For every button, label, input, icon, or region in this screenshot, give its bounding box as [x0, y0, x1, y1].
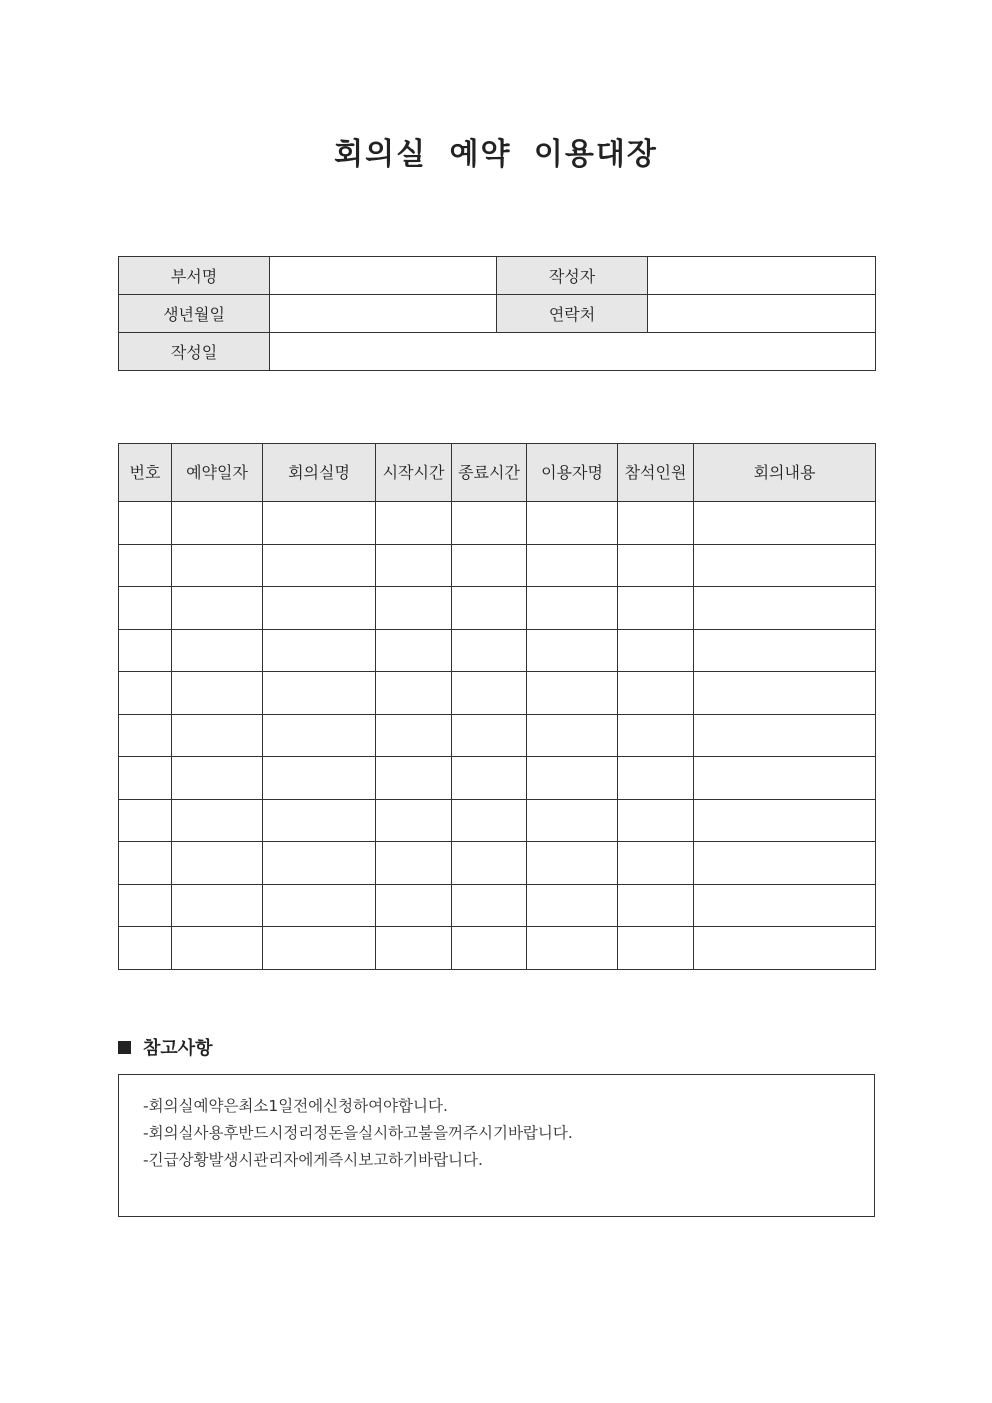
table-cell[interactable]: [452, 672, 527, 715]
contact-value[interactable]: [648, 295, 876, 333]
table-cell[interactable]: [527, 799, 618, 842]
table-cell[interactable]: [694, 587, 876, 630]
table-row: [119, 544, 876, 587]
table-row: [119, 842, 876, 885]
table-cell[interactable]: [172, 842, 263, 885]
table-row: [119, 629, 876, 672]
table-cell[interactable]: [119, 502, 172, 545]
table-cell[interactable]: [694, 502, 876, 545]
table-cell[interactable]: [618, 842, 694, 885]
document-title: 회의실 예약 이용대장: [334, 137, 658, 172]
table-cell[interactable]: [172, 629, 263, 672]
table-cell[interactable]: [119, 927, 172, 970]
table-cell[interactable]: [119, 714, 172, 757]
table-cell[interactable]: [119, 884, 172, 927]
table-cell[interactable]: [376, 544, 452, 587]
table-cell[interactable]: [376, 629, 452, 672]
table-cell[interactable]: [119, 544, 172, 587]
table-cell[interactable]: [263, 842, 376, 885]
table-cell[interactable]: [263, 629, 376, 672]
table-cell[interactable]: [376, 757, 452, 800]
table-cell[interactable]: [694, 544, 876, 587]
table-cell[interactable]: [618, 927, 694, 970]
table-cell[interactable]: [172, 714, 263, 757]
table-cell[interactable]: [376, 842, 452, 885]
table-row: [119, 757, 876, 800]
table-cell[interactable]: [694, 842, 876, 885]
table-cell[interactable]: [452, 757, 527, 800]
table-cell[interactable]: [263, 884, 376, 927]
table-cell[interactable]: [527, 842, 618, 885]
table-cell[interactable]: [618, 884, 694, 927]
table-cell[interactable]: [263, 502, 376, 545]
table-cell[interactable]: [527, 629, 618, 672]
table-cell[interactable]: [376, 587, 452, 630]
table-cell[interactable]: [376, 799, 452, 842]
table-cell[interactable]: [618, 714, 694, 757]
table-cell[interactable]: [694, 757, 876, 800]
table-row: [119, 587, 876, 630]
table-cell[interactable]: [694, 799, 876, 842]
table-cell[interactable]: [527, 587, 618, 630]
table-cell[interactable]: [263, 927, 376, 970]
table-cell[interactable]: [527, 502, 618, 545]
table-cell[interactable]: [694, 629, 876, 672]
table-cell[interactable]: [119, 587, 172, 630]
table-cell[interactable]: [618, 544, 694, 587]
table-row: [119, 799, 876, 842]
table-cell[interactable]: [263, 799, 376, 842]
table-row: [119, 502, 876, 545]
table-cell[interactable]: [452, 842, 527, 885]
table-cell[interactable]: [263, 757, 376, 800]
table-cell[interactable]: [452, 544, 527, 587]
table-cell[interactable]: [172, 884, 263, 927]
table-cell[interactable]: [694, 884, 876, 927]
table-cell[interactable]: [618, 757, 694, 800]
table-cell[interactable]: [452, 799, 527, 842]
birth-label: 생년월일: [119, 295, 270, 333]
table-cell[interactable]: [172, 544, 263, 587]
notes-heading-text: 참고사항: [143, 1038, 213, 1059]
table-cell[interactable]: [119, 799, 172, 842]
table-cell[interactable]: [119, 672, 172, 715]
notes-heading: [118, 1035, 213, 1063]
note-item: -회의실사용후반드시정리정돈을실시하고불을꺼주시기바랍니다.: [143, 1124, 573, 1142]
table-cell[interactable]: [452, 629, 527, 672]
table-cell[interactable]: [172, 799, 263, 842]
table-cell[interactable]: [263, 714, 376, 757]
table-cell[interactable]: [452, 884, 527, 927]
table-cell[interactable]: [618, 502, 694, 545]
table-cell[interactable]: [376, 714, 452, 757]
table-cell[interactable]: [527, 714, 618, 757]
date-label: 작성일: [119, 333, 270, 371]
table-cell[interactable]: [172, 587, 263, 630]
reservation-log-table: [118, 443, 876, 970]
table-row: [119, 927, 876, 970]
table-cell[interactable]: [452, 502, 527, 545]
table-cell[interactable]: [263, 544, 376, 587]
writer-label: 작성자: [497, 257, 648, 295]
table-cell[interactable]: [527, 927, 618, 970]
table-row: [119, 884, 876, 927]
applicant-info-table: [118, 256, 876, 371]
table-cell[interactable]: [618, 672, 694, 715]
table-cell[interactable]: [527, 884, 618, 927]
table-cell[interactable]: [452, 587, 527, 630]
table-cell[interactable]: [376, 884, 452, 927]
table-cell[interactable]: [694, 714, 876, 757]
header-reservation-date: 예약일자: [172, 444, 263, 502]
dept-label: 부서명: [119, 257, 270, 295]
table-cell[interactable]: [263, 672, 376, 715]
date-value[interactable]: [270, 333, 876, 371]
table-cell[interactable]: [376, 502, 452, 545]
table-cell[interactable]: [172, 757, 263, 800]
notes-list: [119, 1075, 874, 1174]
contact-label: 연락처: [497, 295, 648, 333]
header-meeting-content: 회의내용: [694, 444, 876, 502]
table-cell[interactable]: [172, 927, 263, 970]
table-cell[interactable]: [172, 672, 263, 715]
header-start-time: 시작시간: [376, 444, 452, 502]
header-room-name: 회의실명: [263, 444, 376, 502]
notes-box: [118, 1074, 875, 1217]
table-cell[interactable]: [452, 927, 527, 970]
table-cell[interactable]: [618, 799, 694, 842]
table-cell[interactable]: [376, 672, 452, 715]
reservation-log-body: [119, 502, 876, 970]
table-cell[interactable]: [172, 502, 263, 545]
header-end-time: 종료시간: [452, 444, 527, 502]
table-cell[interactable]: [618, 587, 694, 630]
writer-value[interactable]: [648, 257, 876, 295]
table-cell[interactable]: [527, 544, 618, 587]
table-row: [119, 672, 876, 715]
header-user-name: 이용자명: [527, 444, 618, 502]
table-cell[interactable]: [527, 672, 618, 715]
table-cell[interactable]: [452, 714, 527, 757]
square-bullet-icon: [118, 1041, 131, 1054]
table-cell[interactable]: [694, 672, 876, 715]
header-attendees: 참석인원: [618, 444, 694, 502]
table-cell[interactable]: [376, 927, 452, 970]
table-cell[interactable]: [119, 629, 172, 672]
table-cell[interactable]: [694, 927, 876, 970]
table-cell[interactable]: [119, 842, 172, 885]
table-cell[interactable]: [263, 587, 376, 630]
table-row: [119, 714, 876, 757]
header-number: 번호: [119, 444, 172, 502]
dept-value[interactable]: [270, 257, 497, 295]
table-cell[interactable]: [618, 629, 694, 672]
note-item: -회의실예약은최소1일전에신청하여야합니다.: [143, 1097, 448, 1115]
table-cell[interactable]: [119, 757, 172, 800]
birth-value[interactable]: [270, 295, 497, 333]
note-item: -긴급상황발생시관리자에게즉시보고하기바랍니다.: [143, 1151, 483, 1169]
table-cell[interactable]: [527, 757, 618, 800]
